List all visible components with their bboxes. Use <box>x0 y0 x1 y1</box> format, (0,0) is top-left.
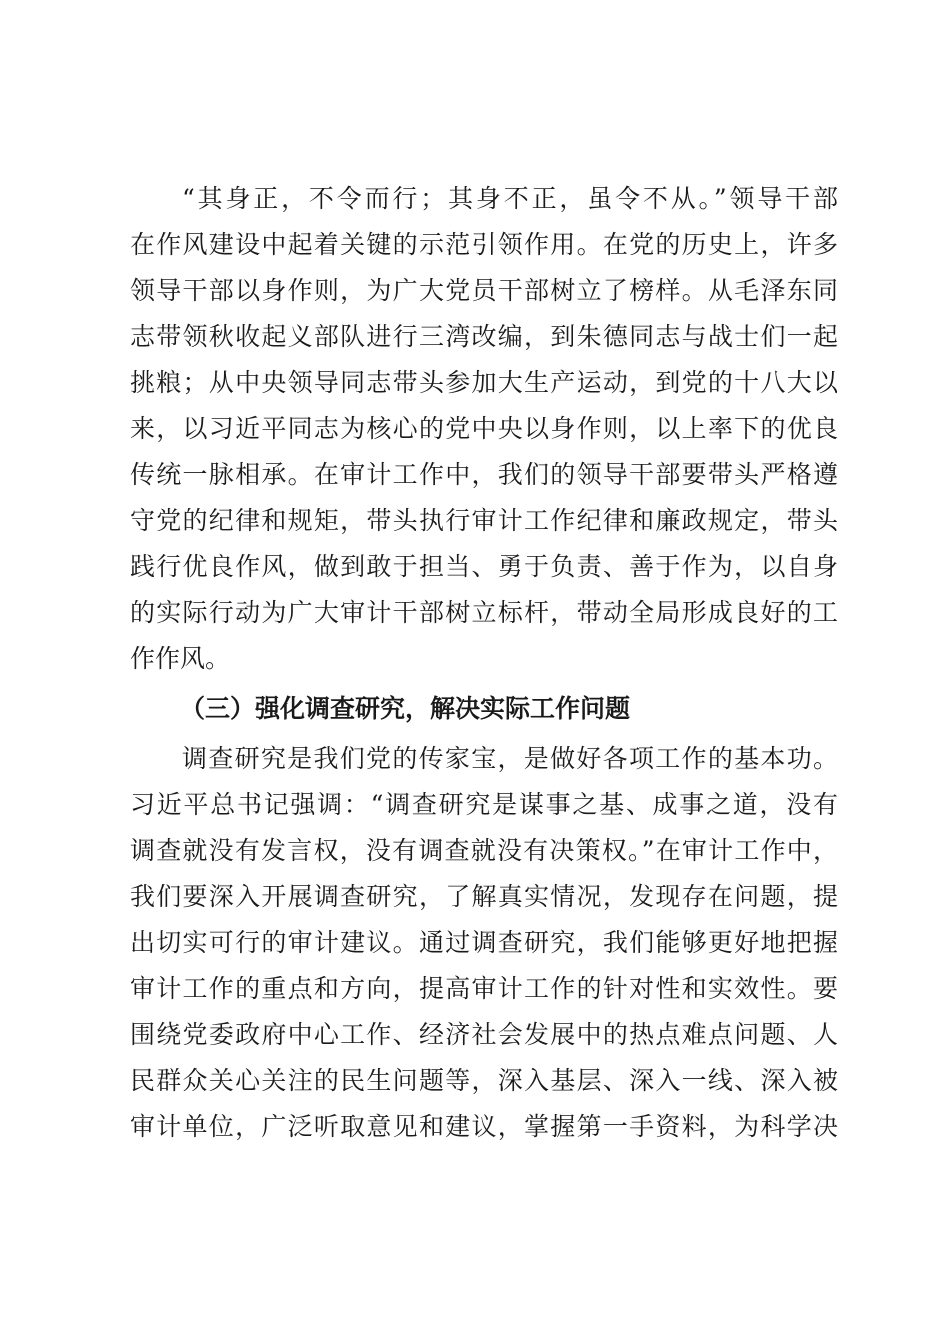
paragraph-line: 传统一脉相承。在审计工作中，我们的领导干部要带头严格遵 <box>130 460 838 489</box>
paragraph-line: 在作风建设中起着关键的示范引领作用。在党的历史上，许多 <box>130 230 838 259</box>
section-heading: （三）强化调查研究，解决实际工作问题 <box>180 694 631 723</box>
paragraph-line: 作作风。 <box>130 644 231 673</box>
paragraph-line: 挑粮；从中央领导同志带头参加大生产运动，到党的十八大以 <box>130 368 838 397</box>
paragraph-line: 践行优良作风，做到敢于担当、勇于负责、善于作为，以自身 <box>130 552 838 581</box>
paragraph-line: 来，以习近平同志为核心的党中央以身作则，以上率下的优良 <box>130 414 838 443</box>
document-body <box>130 176 838 1150</box>
paragraph-line: 出切实可行的审计建议。通过调查研究，我们能够更好地把握 <box>130 928 838 957</box>
paragraph-line: 调查研究是我们党的传家宝，是做好各项工作的基本功。 <box>182 744 838 773</box>
paragraph-line: 守党的纪律和规矩，带头执行审计工作纪律和廉政规定，带头 <box>130 506 838 535</box>
paragraph-leadership-example <box>130 176 838 682</box>
paragraph-line: 调查就没有发言权，没有调查就没有决策权。”在审计工作中， <box>130 836 838 865</box>
paragraph-line: 领导干部以身作则，为广大党员干部树立了榜样。从毛泽东同 <box>130 276 838 305</box>
paragraph-line: 的实际行动为广大审计干部树立标杆，带动全局形成良好的工 <box>130 598 838 627</box>
paragraph-line: 习近平总书记强调：“调查研究是谋事之基、成事之道，没有 <box>130 790 838 819</box>
paragraph-line: 审计工作的重点和方向，提高审计工作的针对性和实效性。要 <box>130 974 838 1003</box>
paragraph-line: 我们要深入开展调查研究，了解真实情况，发现存在问题，提 <box>130 882 838 911</box>
paragraph-line: 审计单位，广泛听取意见和建议，掌握第一手资料，为科学决 <box>130 1112 838 1141</box>
paragraph-line: “其身正，不令而行；其身不正，虽令不从。”领导干部 <box>182 184 838 213</box>
paragraph-line: 民群众关心关注的民生问题等，深入基层、深入一线、深入被 <box>130 1066 838 1095</box>
paragraph-line: 围绕党委政府中心工作、经济社会发展中的热点难点问题、人 <box>130 1020 838 1049</box>
paragraph-line: 志带领秋收起义部队进行三湾改编，到朱德同志与战士们一起 <box>130 322 838 351</box>
paragraph-investigation-research <box>130 736 838 1150</box>
